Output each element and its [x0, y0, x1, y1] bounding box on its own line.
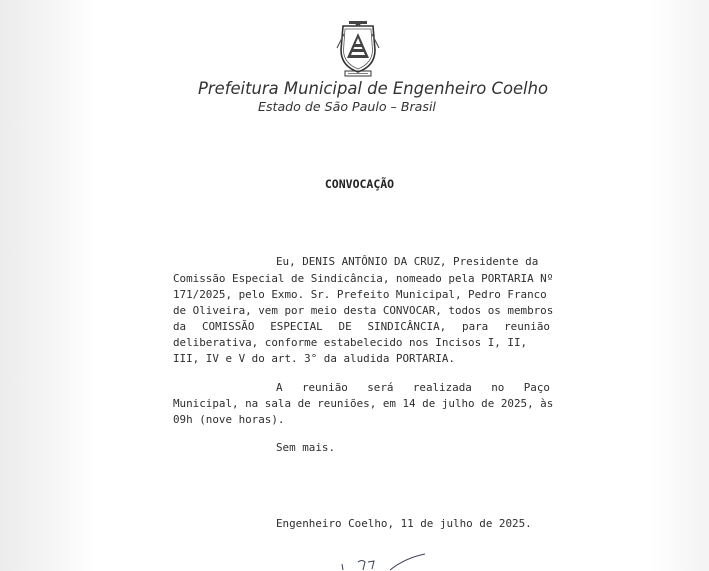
municipality-name: Prefeitura Municipal de Engenheiro Coelho — [198, 79, 549, 98]
scan-shadow-right — [649, 0, 709, 571]
word: reunião — [301, 381, 348, 394]
paragraph1-line-1: Eu, DENIS ANTÔNIO DA CRUZ, Presidente da — [276, 255, 539, 268]
paragraph1-line-5-justified — [173, 320, 550, 333]
word: no — [491, 381, 505, 394]
word: será — [367, 381, 394, 394]
place-and-date: Engenheiro Coelho, 11 de julho de 2025. — [276, 517, 532, 530]
document-title: CONVOCAÇÃO — [324, 177, 395, 191]
word: COMISSÃO — [201, 320, 255, 333]
word: A — [276, 381, 283, 394]
handwritten-signature-icon — [330, 550, 440, 571]
word: Paço — [523, 381, 550, 394]
word: SINDICÂNCIA, — [367, 320, 447, 333]
paragraph1-line-4: de Oliveira, vem por meio desta CONVOCAR, todos os membros — [173, 304, 554, 317]
closing-text: Sem mais. — [276, 441, 336, 454]
word: ESPECIAL — [270, 320, 323, 333]
state-name: Estado de São Paulo – Brasil — [258, 99, 436, 114]
paragraph2-line-1 — [276, 381, 550, 394]
scan-shadow-left — [0, 0, 95, 571]
paragraph1-line-2: Comissão Especial de Sindicância, nomeado pela PORTARIA Nº — [173, 272, 554, 285]
paragraph1-line-6: deliberativa, conforme estabelecido nos Incisos I, II, — [173, 336, 528, 349]
paragraph2-line-3: 09h (nove horas). — [173, 413, 285, 426]
paragraph1-line-5 — [173, 320, 550, 333]
word: da — [173, 320, 187, 333]
paragraph1-line-7: III, IV e V do art. 3° da aludida PORTARIA. — [173, 352, 455, 365]
word: para — [462, 320, 489, 333]
municipal-coat-of-arms-icon — [335, 20, 381, 78]
word: realizada — [412, 381, 472, 394]
word: DE — [338, 320, 352, 333]
paragraph2-line-2: Municipal, na sala de reuniões, em 14 de julho de 2025, às — [173, 397, 554, 410]
paragraph2-line-1-justified — [276, 381, 550, 394]
word: reunião — [504, 320, 550, 333]
paragraph1-line-3: 171/2025, pelo Exmo. Sr. Prefeito Municipal, Pedro Franco — [173, 288, 547, 301]
